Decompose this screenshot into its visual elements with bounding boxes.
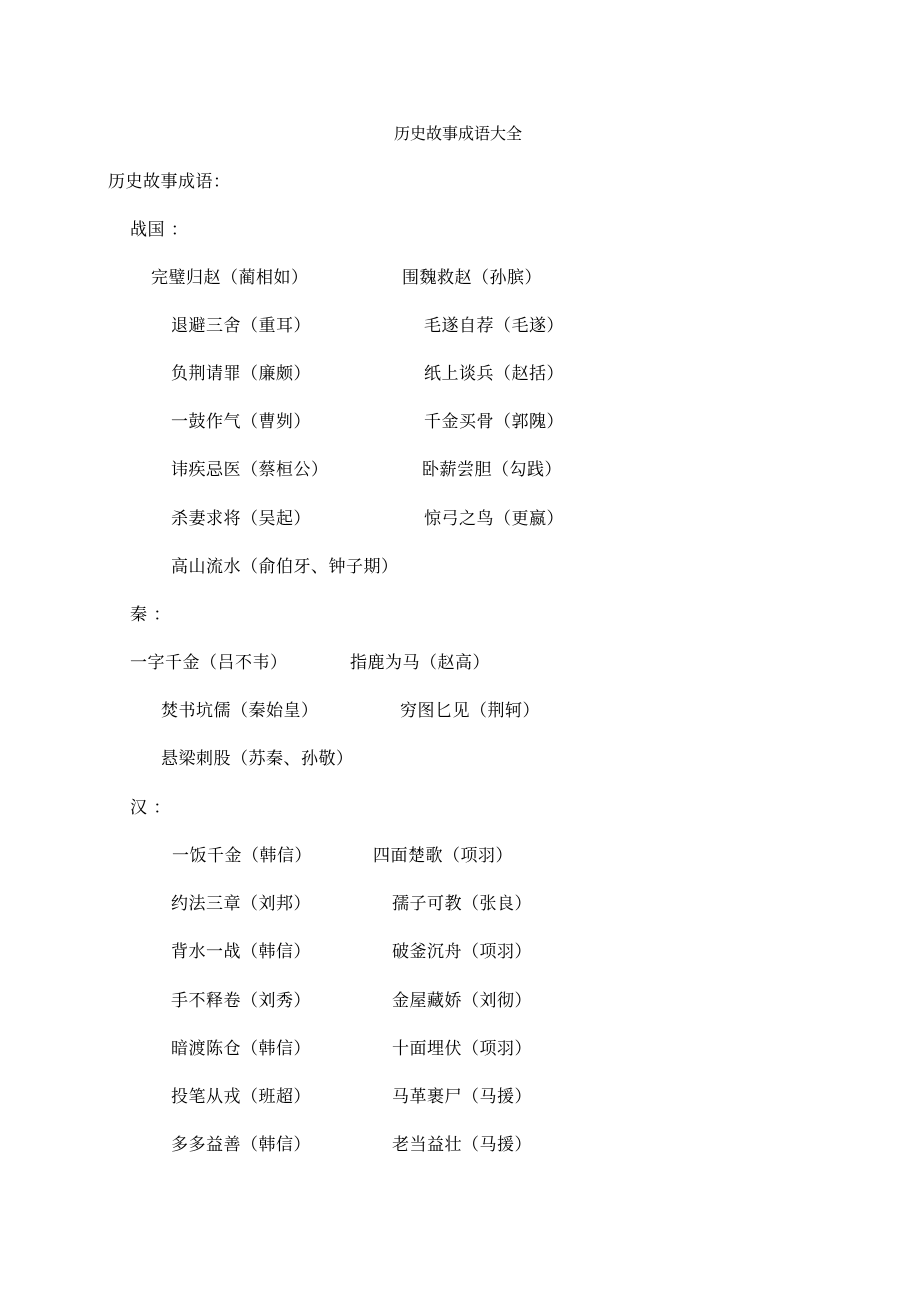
idiom-item: 毛遂自荐（毛遂） [424, 316, 564, 336]
idiom-item: 十面埋伏（项羽） [392, 1039, 532, 1059]
idiom-item: 一饭千金（韩信） [172, 846, 312, 866]
idiom-item: 杀妻求将（吴起） [171, 509, 311, 529]
idiom-item: 背水一战（韩信） [171, 942, 311, 962]
idiom-item: 一字千金（吕不韦） [130, 653, 288, 673]
idiom-item: 约法三章（刘邦） [171, 894, 311, 914]
idiom-item: 暗渡陈仓（韩信） [171, 1039, 311, 1059]
main-heading: 历史故事成语： [108, 172, 231, 192]
idiom-item: 惊弓之鸟（更嬴） [424, 509, 564, 529]
idiom-item: 指鹿为马（赵高） [350, 653, 490, 673]
section-heading-qin: 秦 ： [130, 605, 171, 625]
idiom-item: 多多益善（韩信） [171, 1135, 311, 1155]
idiom-item: 高山流水（俞伯牙、钟子期） [171, 557, 399, 577]
idiom-item: 负荆请罪（廉颇） [171, 364, 311, 384]
idiom-item: 金屋藏娇（刘彻） [392, 991, 532, 1011]
idiom-item: 马革裹尸（马援） [392, 1087, 532, 1107]
idiom-item: 悬梁刺股（苏秦、孙敬） [161, 749, 354, 769]
idiom-item: 纸上谈兵（赵括） [424, 364, 564, 384]
section-heading-han: 汉 ： [130, 798, 171, 818]
idiom-item: 千金买骨（郭隗） [424, 412, 564, 432]
idiom-item: 退避三舍（重耳） [171, 316, 311, 336]
page-title: 历史故事成语大全 [394, 124, 523, 143]
section-heading-warring-states: 战国 ： [130, 220, 189, 240]
idiom-item: 完璧归赵（蔺相如） [151, 268, 309, 288]
idiom-item: 手不释卷（刘秀） [171, 991, 311, 1011]
idiom-item: 孺子可教（张良） [392, 894, 532, 914]
idiom-item: 四面楚歌（项羽） [373, 846, 513, 866]
idiom-item: 投笔从戎（班超） [171, 1087, 311, 1107]
idiom-item: 一鼓作气（曹刿） [171, 412, 311, 432]
idiom-item: 围魏救赵（孙膑） [402, 268, 542, 288]
idiom-item: 破釜沉舟（项羽） [392, 942, 532, 962]
idiom-item: 卧薪尝胆（勾践） [422, 460, 562, 480]
idiom-item: 老当益壮（马援） [392, 1135, 532, 1155]
idiom-item: 穷图匕见（荆轲） [400, 701, 540, 721]
idiom-item: 焚书坑儒（秦始皇） [161, 701, 319, 721]
idiom-item: 讳疾忌医（蔡桓公） [171, 460, 329, 480]
